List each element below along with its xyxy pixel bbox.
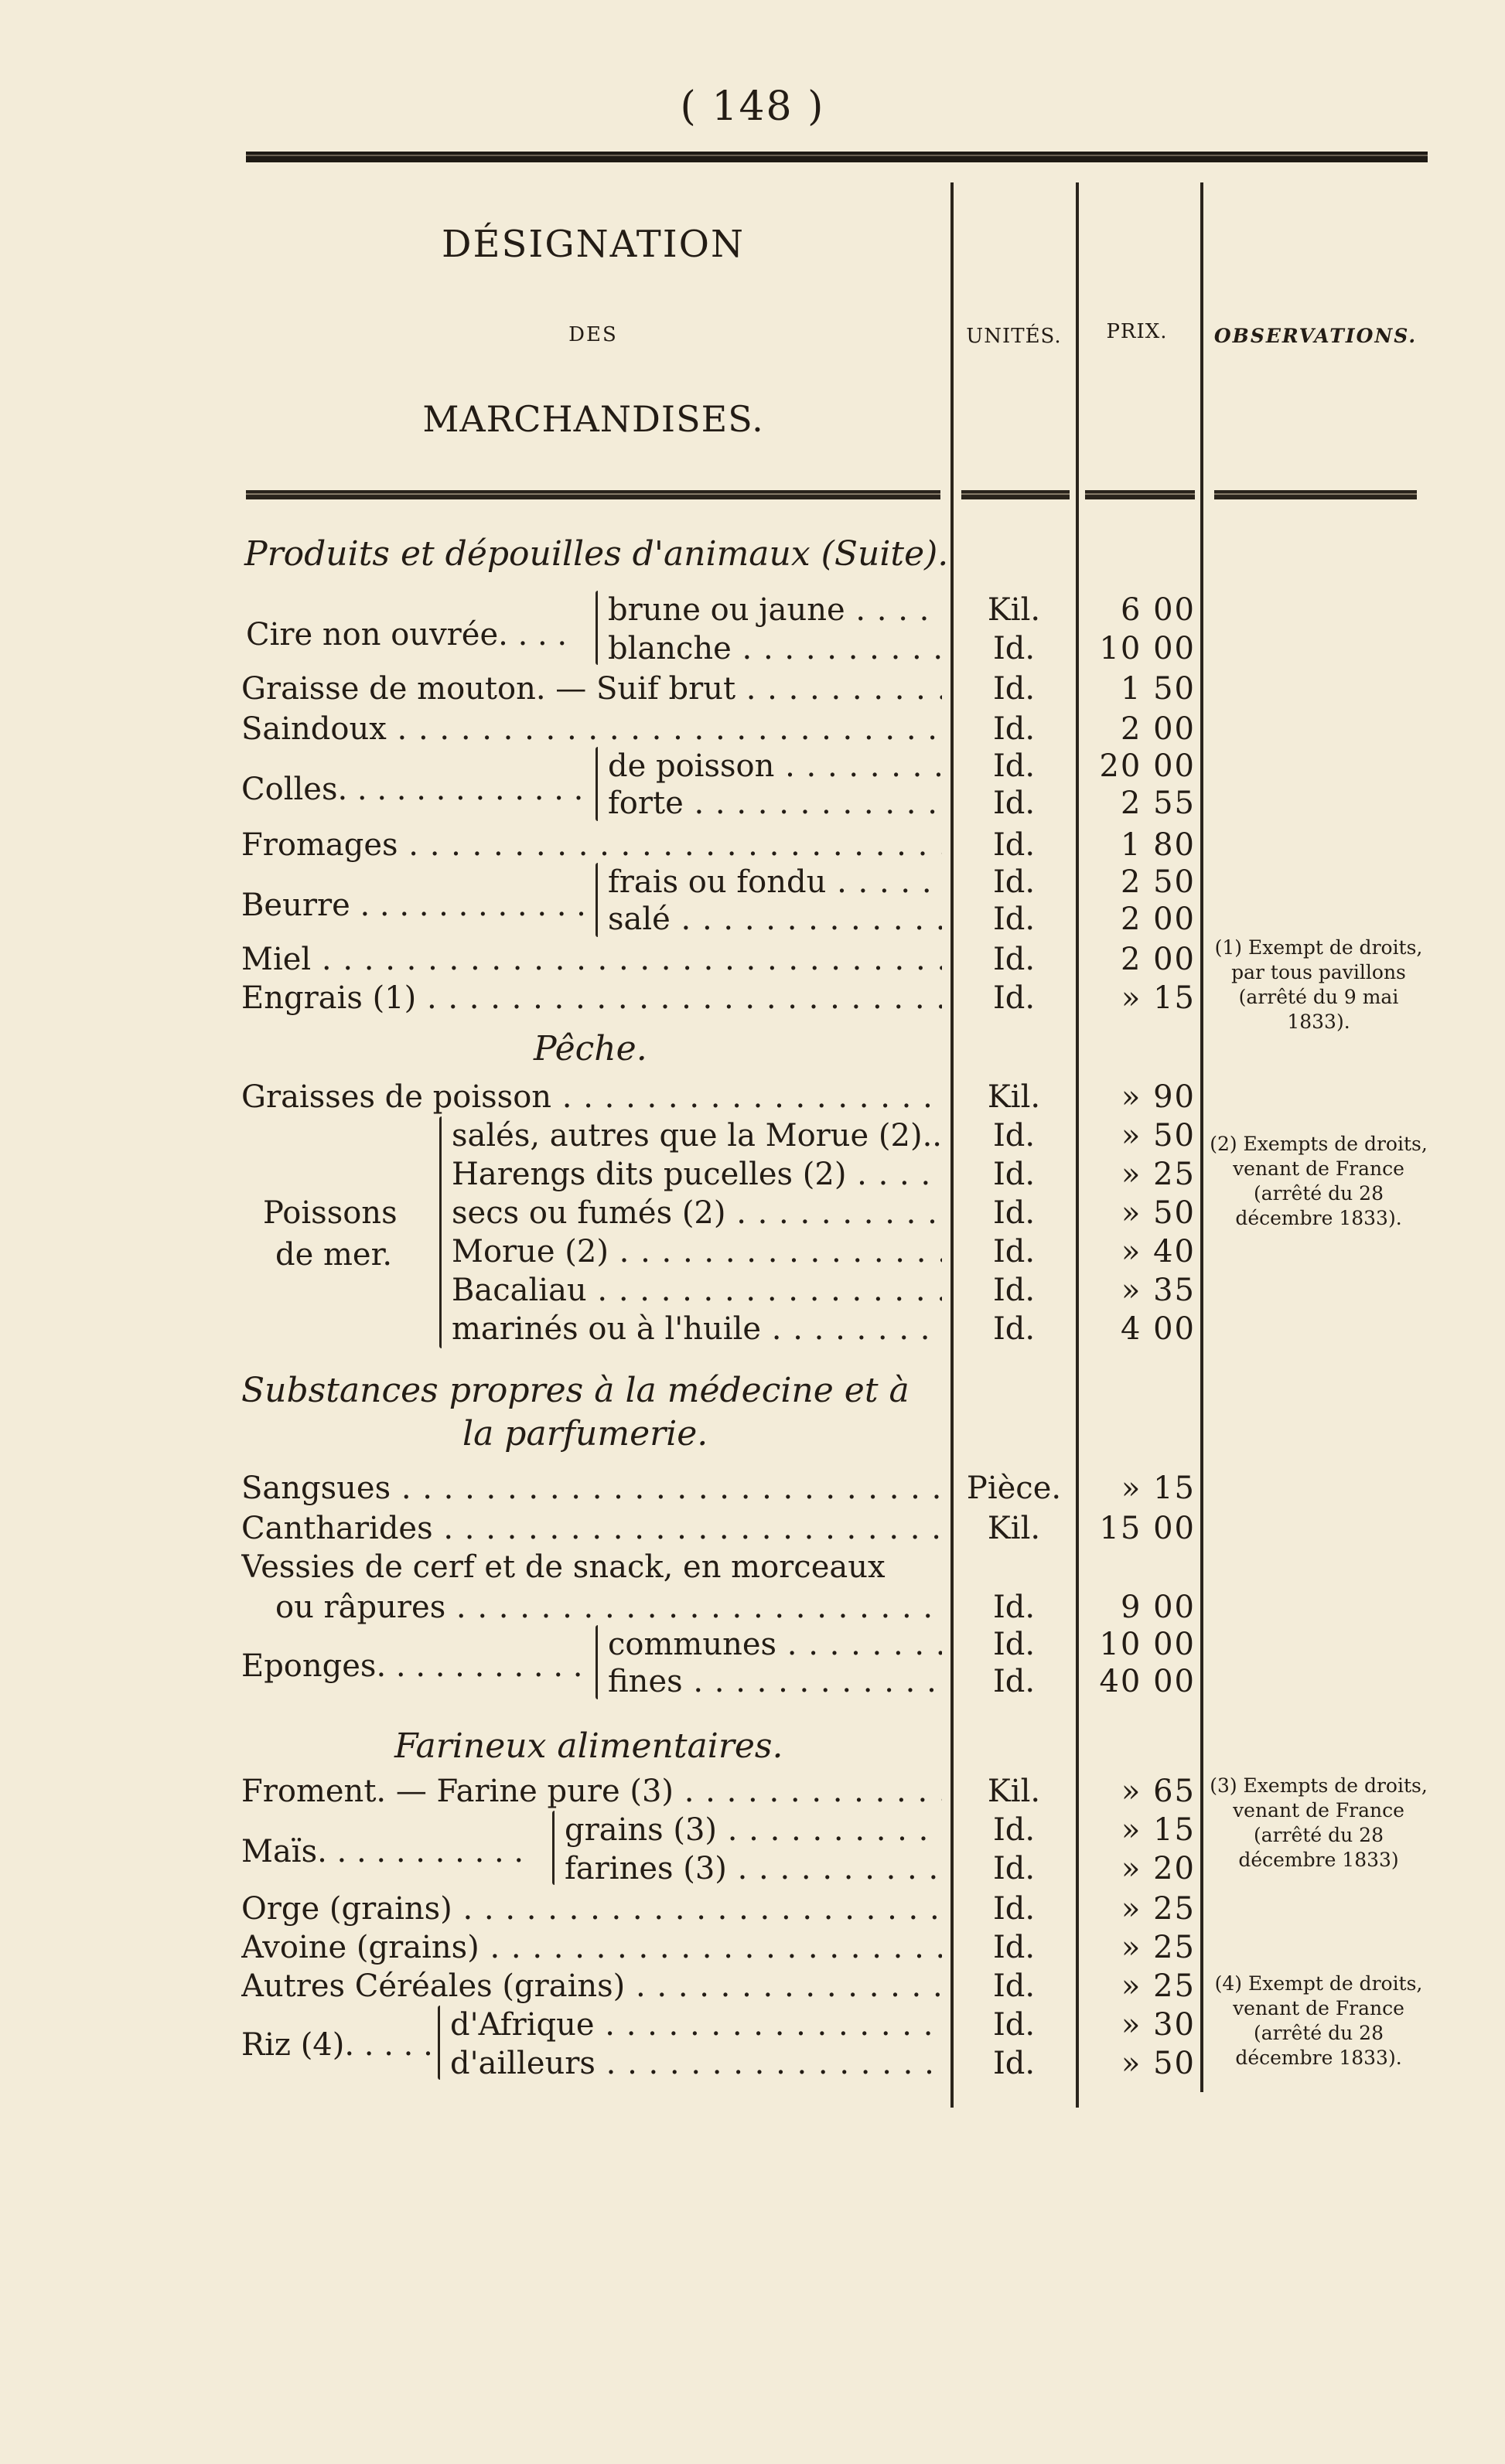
table-row: d'Afrique . . . bbox=[450, 2006, 942, 2044]
group-label-eponges: Eponges. . . . . . . . . . . bbox=[241, 1648, 583, 1684]
unit-cell: Id. bbox=[992, 1157, 1036, 1192]
brace bbox=[438, 2006, 440, 2080]
price-cell: » 25 bbox=[1121, 1930, 1196, 1965]
unit-cell: Id. bbox=[992, 827, 1036, 863]
table-row: Bacaliau . . . bbox=[452, 1271, 942, 1310]
table-row: communes . . . bbox=[608, 1625, 942, 1664]
table-row: ou râpures . . . bbox=[275, 1588, 942, 1627]
unit-cell: Id. bbox=[992, 1118, 1036, 1154]
unit-cell: Id. bbox=[992, 671, 1036, 707]
table-row: d'ailleurs . . . bbox=[450, 2044, 942, 2083]
price-cell: » 35 bbox=[1121, 1273, 1196, 1308]
unit-cell: Id. bbox=[992, 1891, 1036, 1927]
table-row: Sangsues . . . bbox=[241, 1469, 942, 1508]
price-cell: 6 00 bbox=[1120, 592, 1196, 628]
price-cell: » 25 bbox=[1121, 1891, 1196, 1927]
header-marchandises: MARCHANDISES. bbox=[422, 398, 764, 440]
header-rule bbox=[1214, 490, 1417, 499]
table-row: Miel . . . bbox=[241, 940, 942, 979]
unit-cell: Kil. bbox=[987, 592, 1041, 628]
group-label-poissons: de mer. bbox=[275, 1237, 393, 1273]
table-row: salés, autres que la Morue (2).. . . . bbox=[452, 1116, 942, 1155]
price-cell: » 25 bbox=[1121, 1157, 1196, 1192]
price-cell: » 90 bbox=[1121, 1079, 1196, 1115]
table-row: marinés ou à l'huile . . . bbox=[452, 1310, 942, 1348]
brace bbox=[552, 1811, 555, 1885]
table-row: Graisse de mouton. — Suif brut . . . bbox=[241, 670, 942, 708]
price-cell: 9 00 bbox=[1120, 1590, 1196, 1625]
section-title: la parfumerie. bbox=[462, 1414, 708, 1454]
unit-cell: Id. bbox=[992, 1195, 1036, 1231]
group-label-beurre: Beurre . . . . . . . . . . . . bbox=[241, 888, 586, 923]
unit-cell: Kil. bbox=[987, 1774, 1041, 1809]
table-row: Froment. — Farine pure (3) . . . bbox=[241, 1772, 942, 1811]
price-cell: 2 00 bbox=[1120, 901, 1196, 937]
price-cell: 10 00 bbox=[1099, 631, 1196, 666]
unit-cell: Id. bbox=[992, 1273, 1036, 1308]
price-cell: 10 00 bbox=[1099, 1627, 1196, 1662]
brace bbox=[596, 863, 598, 937]
price-cell: » 40 bbox=[1121, 1234, 1196, 1269]
group-label-poissons: Poissons bbox=[263, 1195, 398, 1231]
group-label-riz: Riz (4). . . . . bbox=[241, 2027, 433, 2063]
observation-note-3: (3) Exempts de droits, venant de France (arrêté du 28 décembre 1833) bbox=[1210, 1774, 1428, 1871]
table-row: fines . . . bbox=[608, 1662, 942, 1701]
unit-cell: Id. bbox=[992, 1851, 1036, 1886]
unit-cell: Pièce. bbox=[966, 1471, 1062, 1506]
price-cell: 2 00 bbox=[1120, 942, 1196, 977]
section-title: Farineux alimentaires. bbox=[394, 1726, 783, 1766]
table-row: Graisses de poisson . . . bbox=[241, 1078, 942, 1116]
price-cell: » 25 bbox=[1121, 1968, 1196, 2004]
unit-cell: Id. bbox=[992, 1968, 1036, 2004]
unit-cell: Id. bbox=[992, 1234, 1036, 1269]
table-row: Cantharides . . . bbox=[241, 1509, 942, 1548]
page-number: ( 148 ) bbox=[680, 83, 825, 130]
price-cell: » 15 bbox=[1121, 1471, 1196, 1506]
group-label-cire: Cire non ouvrée. . . . bbox=[246, 617, 568, 653]
unit-cell: Id. bbox=[992, 1664, 1036, 1699]
price-cell: » 65 bbox=[1121, 1774, 1196, 1809]
unit-cell: Id. bbox=[992, 786, 1036, 821]
table-row: forte . . . bbox=[608, 784, 942, 823]
observation-note-2: (2) Exempts de droits, venant de France (arrêté du 28 décembre 1833). bbox=[1210, 1133, 1428, 1229]
top-rule bbox=[246, 152, 1428, 162]
table-row: Autres Céréales (grains) . . . bbox=[241, 1967, 942, 2006]
table-row: farines (3) . . . bbox=[565, 1849, 942, 1888]
header-designation: DÉSIGNATION bbox=[441, 223, 746, 266]
table-row: brune ou jaune . . . bbox=[608, 591, 942, 629]
unit-cell: Id. bbox=[992, 748, 1036, 784]
price-cell: » 50 bbox=[1121, 2046, 1196, 2081]
price-cell: » 30 bbox=[1121, 2007, 1196, 2043]
table-row: salé . . . bbox=[608, 900, 942, 939]
unit-cell: Id. bbox=[992, 980, 1036, 1016]
table-row: de poisson . . . bbox=[608, 747, 942, 786]
price-cell: 2 55 bbox=[1120, 786, 1196, 821]
table-row: Vessies de cerf et de snack, en morceaux bbox=[241, 1549, 886, 1585]
brace bbox=[596, 591, 598, 665]
unit-cell: Id. bbox=[992, 942, 1036, 977]
table-row: frais ou fondu . . . bbox=[608, 863, 942, 901]
price-cell: » 15 bbox=[1121, 980, 1196, 1016]
unit-cell: Id. bbox=[992, 1930, 1036, 1965]
unit-cell: Id. bbox=[992, 864, 1036, 900]
table-row: Morue (2) . . . bbox=[452, 1232, 942, 1271]
price-cell: » 20 bbox=[1121, 1851, 1196, 1886]
price-cell: 20 00 bbox=[1099, 748, 1196, 784]
unit-cell: Kil. bbox=[987, 1079, 1041, 1115]
unit-cell: Id. bbox=[992, 1627, 1036, 1662]
unit-cell: Id. bbox=[992, 631, 1036, 666]
header-des: DES bbox=[568, 323, 618, 346]
price-cell: 1 50 bbox=[1120, 671, 1196, 707]
header-unites: UNITÉS. bbox=[966, 325, 1062, 348]
price-cell: 4 00 bbox=[1120, 1311, 1196, 1347]
section-title: Produits et dépouilles d'animaux (Suite). bbox=[244, 534, 949, 574]
column-divider-observations bbox=[1200, 182, 1203, 2092]
observation-note-4: (4) Exempt de droits, venant de France (arrêté du 28 décembre 1833). bbox=[1214, 1972, 1423, 2069]
brace bbox=[439, 1116, 442, 1348]
table-row: Avoine (grains) . . . bbox=[241, 1928, 942, 1967]
unit-cell: Id. bbox=[992, 1812, 1036, 1848]
unit-cell: Id. bbox=[992, 2007, 1036, 2043]
header-prix: PRIX. bbox=[1106, 320, 1168, 343]
price-cell: » 15 bbox=[1121, 1812, 1196, 1848]
unit-cell: Id. bbox=[992, 1311, 1036, 1347]
unit-cell: Id. bbox=[992, 711, 1036, 747]
unit-cell: Id. bbox=[992, 901, 1036, 937]
unit-cell: Id. bbox=[992, 2046, 1036, 2081]
table-row: Harengs dits pucelles (2) . . . bbox=[452, 1155, 942, 1194]
price-cell: 2 50 bbox=[1120, 864, 1196, 900]
table-row: blanche . . . bbox=[608, 629, 942, 668]
price-cell: 40 00 bbox=[1099, 1664, 1196, 1699]
group-label-mais: Maïs. . . . . . . . . . . bbox=[241, 1834, 524, 1869]
price-cell: 2 00 bbox=[1120, 711, 1196, 747]
unit-cell: Kil. bbox=[987, 1511, 1041, 1546]
price-cell: 1 80 bbox=[1120, 827, 1196, 863]
unit-cell: Id. bbox=[992, 1590, 1036, 1625]
header-observations: OBSERVATIONS. bbox=[1213, 325, 1418, 347]
table-row: Saindoux . . . bbox=[241, 710, 942, 748]
price-cell: » 50 bbox=[1121, 1118, 1196, 1154]
observation-note-1: (1) Exempt de droits, par tous pavillons (arrêté du 9 mai 1833). bbox=[1214, 936, 1423, 1033]
table-row: Fromages . . . bbox=[241, 826, 942, 864]
column-divider-units bbox=[950, 182, 954, 2108]
table-row: Engrais (1) . . . bbox=[241, 979, 942, 1017]
section-title: Pêche. bbox=[534, 1029, 647, 1068]
price-cell: 15 00 bbox=[1099, 1511, 1196, 1546]
table-row: grains (3) . . . bbox=[565, 1811, 942, 1849]
header-rule bbox=[961, 490, 1070, 499]
brace bbox=[596, 1625, 598, 1699]
group-label-colles: Colles. . . . . . . . . . . . . bbox=[241, 772, 584, 807]
section-title: Substances propres à la médecine et à bbox=[241, 1371, 909, 1410]
table-row: secs ou fumés (2) . . . bbox=[452, 1194, 942, 1232]
header-rule bbox=[246, 490, 940, 499]
brace bbox=[596, 747, 598, 821]
price-cell: » 50 bbox=[1121, 1195, 1196, 1231]
header-rule bbox=[1085, 490, 1195, 499]
table-row: Orge (grains) . . . bbox=[241, 1890, 942, 1928]
